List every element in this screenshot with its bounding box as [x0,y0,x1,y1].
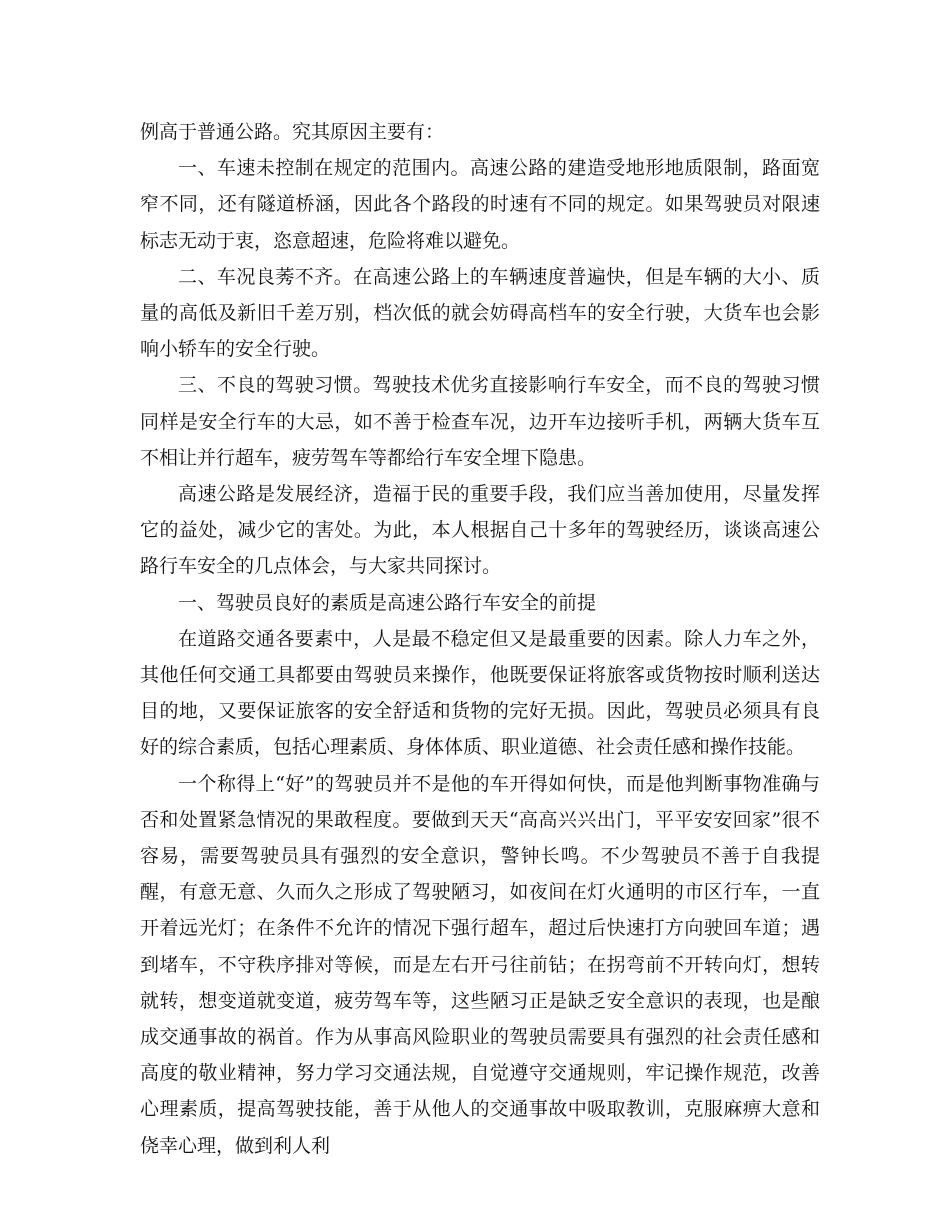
paragraph-good-driver: 一个称得上“好”的驾驶员并不是他的车开得如何快，而是他判断事物准确与否和处置紧急情况的果敢程度。要做到天天“高高兴兴出门，平平安安回家”很不容易，需要驾驶员具有强烈的安全意识，警钟长鸣。不少驾驶员不善于自我提醒，有意无意、久而久之形成了驾驶陋习，如夜间在灯火通明的市区行车，一直开着远光灯；在条件不允许的情况下强行超车，超过后快速打方向驶回车道；遇到堵车，不守秩序排对等候，而是左右开弓往前钻；在拐弯前不开转向灯，想转就转，想变道就变道，疲劳驾车等，这些陋习正是缺乏安全意识的表现，也是酿成交通事故的祸首。作为从事高风险职业的驾驶员需要具有强烈的社会责任感和高度的敬业精神，努力学习交通法规，自觉遵守交通规则，牢记操作规范，改善心理素质，提高驾驶技能，善于从他人的交通事故中吸取教训，克服麻痹大意和侥幸心理，做到利人利 [140,772,820,1157]
section-heading-driver-quality: 一、驾驶员良好的素质是高速公路行车安全的前提 [178,591,597,614]
document-body [140,114,820,1164]
paragraph-driving-habits: 三、不良的驾驶习惯。驾驶技术优劣直接影响行车安全，而不良的驾驶习惯同样是安全行车的大忌，如不善于检查车况，边开车边接听手机，两辆大货车互不相让并行超车，疲劳驾车等都给行车安全埋下隐患。 [140,374,820,469]
paragraph-human-factor: 在道路交通各要素中，人是最不稳定但又是最重要的因素。除人力车之外，其他任何交通工具都要由驾驶员来操作，他既要保证将旅客或货物按时顺利送达目的地，又要保证旅客的安全舒适和货物的完好无损。因此，驾驶员必须具有良好的综合素质，包括心理素质、身体体质、职业道德、社会责任感和操作技能。 [140,627,820,759]
paragraph-vehicle-condition: 二、车况良莠不齐。在高速公路上的车辆速度普遍快，但是车辆的大小、质量的高低及新旧千差万别，档次低的就会妨碍高档车的安全行驶，大货车也会影响小轿车的安全行驶。 [140,265,820,361]
paragraph-speed-control: 一、车速未控制在规定的范围内。高速公路的建造受地形地质限制，路面宽窄不同，还有隧道桥涵，因此各个路段的时速有不同的规定。如果驾驶员对限速标志无动于衷，恣意超速，危险将难以避免。 [140,157,820,252]
paragraph-continuation: 例高于普通公路。究其原因主要有： [140,121,445,143]
paragraph-highway-introduction: 高速公路是发展经济，造福于民的重要手段，我们应当善加使用，尽量发挥它的益处，减少它的害处。为此，本人根据自己十多年的驾驶经历，谈谈高速公路行车安全的几点体会，与大家共同探讨。 [140,483,820,578]
